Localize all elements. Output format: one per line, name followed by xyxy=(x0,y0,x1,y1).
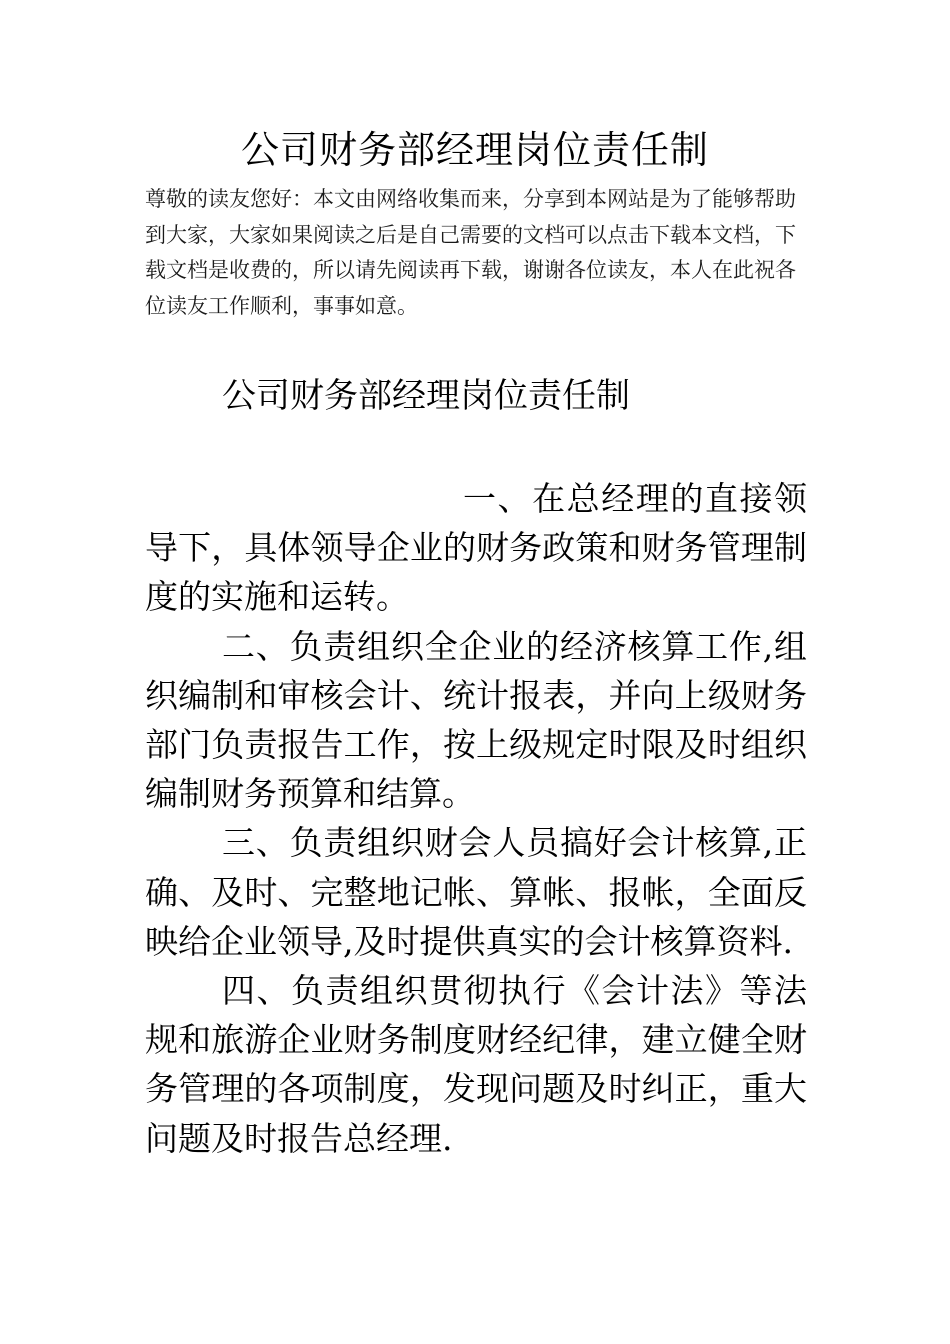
paragraph-3: 三、负责组织财会人员搞好会计核算,正确、及时、完整地记帐、算帐、报帐，全面反映给企业领导,及时提供真实的会计核算资料. xyxy=(145,823,807,961)
document-body xyxy=(145,474,807,1163)
document-subtitle: 公司财务部经理岗位责任制 xyxy=(222,376,630,416)
paragraph-1: 一、在总经理的直接领导下，具体领导企业的财务政策和财务管理制度的实施和运转。 xyxy=(145,479,807,617)
document-title: 公司财务部经理岗位责任制 xyxy=(240,128,709,172)
paragraph-2: 二、负责组织全企业的经济核算工作,组织编制和审核会计、统计报表，并向上级财务部门负责报告工作，按上级规定时限及时组织编制财务预算和结算。 xyxy=(145,626,807,814)
reader-notice: 尊敬的读友您好：本文由网络收集而来，分享到本网站是为了能够帮助到大家，大家如果阅读之后是自己需要的文档可以点击下载本文档，下载文档是收费的，所以请先阅读再下载，谢谢各位读友，本人在此祝各位读友工作顺利，事事如意。 xyxy=(145,187,796,318)
paragraph-4: 四、负责组织贯彻执行《会计法》等法规和旅游企业财务制度财经纪律，建立健全财务管理的各项制度，发现问题及时纠正，重大问题及时报告总经理. xyxy=(145,971,807,1158)
